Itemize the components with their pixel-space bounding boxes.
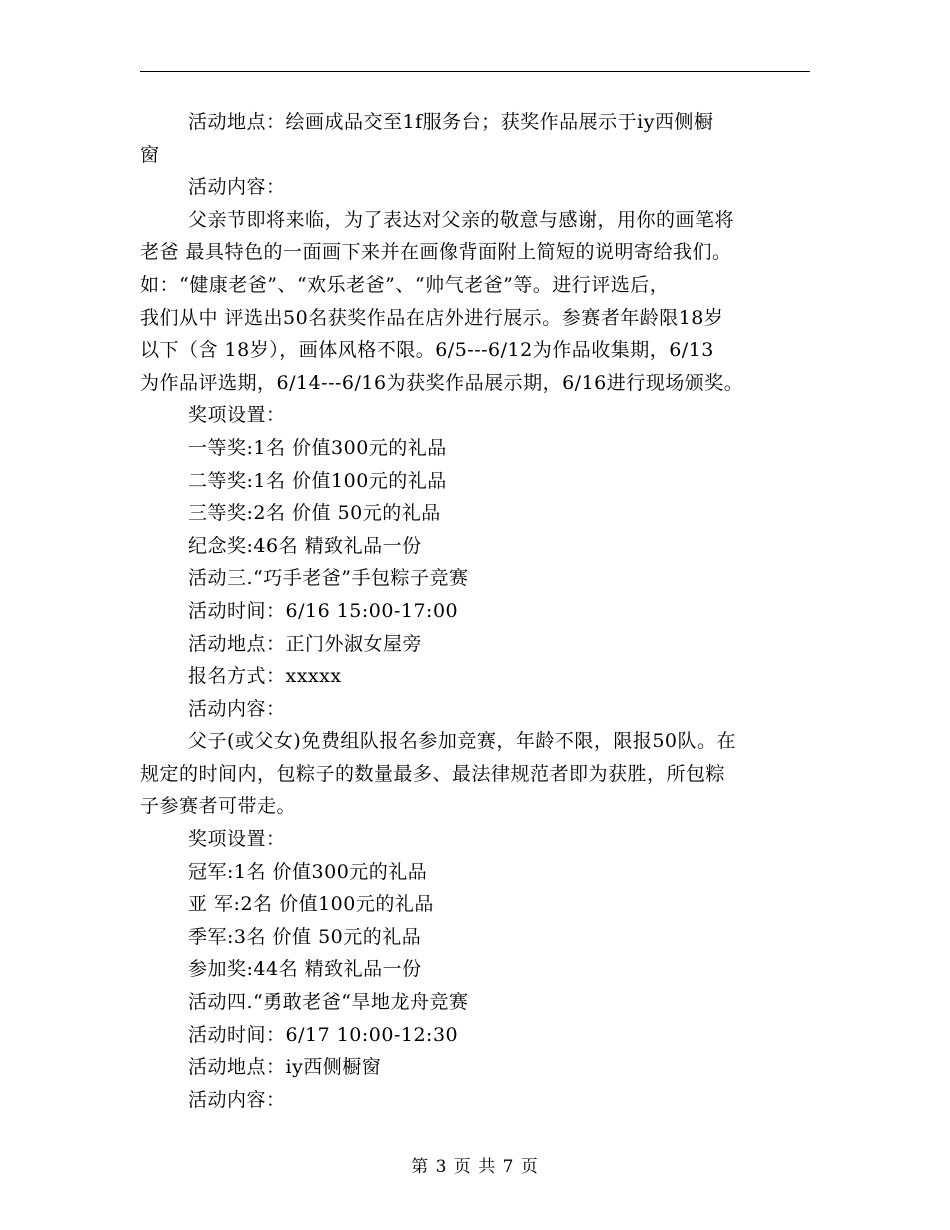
paragraph-line: 活动地点：iy西侧橱窗 [188, 1056, 382, 1079]
paragraph-line: 活动三.“巧手老爸”手包粽子竞赛 [188, 567, 469, 590]
paragraph-continuation-line: 为作品评选期，6/14---6/16为获奖作品展示期，6/16进行现场颁奖。 [140, 371, 744, 394]
paragraph-line: 父子(或父女)免费组队报名参加竞赛，年龄不限，限报50队。在 [188, 730, 737, 753]
paragraph-line: 三等奖:2名 价值 50元的礼品 [188, 502, 441, 525]
paragraph-line: 活动时间：6/16 15:00-17:00 [188, 599, 459, 622]
paragraph-line: 活动地点：正门外淑女屋旁 [188, 632, 423, 655]
paragraph-line: 二等奖:1名 价值100元的礼品 [188, 469, 447, 492]
paragraph-line: 一等奖:1名 价值300元的礼品 [188, 436, 447, 459]
paragraph-line: 活动地点：绘画成品交至1f服务台；获奖作品展示于iy西侧橱 [188, 111, 714, 133]
paragraph-line: 参加奖:44名 精致礼品一份 [188, 958, 422, 981]
paragraph-continuation-line: 规定的时间内，包粽子的数量最多、最法律规范者即为获胜，所包粽 [140, 762, 726, 785]
paragraph-continuation-line: 如：“健康老爸”、“欢乐老爸”、“帅气老爸”等。进行评选后， [140, 273, 670, 296]
paragraph-continuation-line: 以下（含 18岁），画体风格不限。6/5---6/12为作品收集期，6/13 [140, 339, 714, 362]
paragraph-continuation-line: 子参赛者可带走。 [140, 795, 297, 818]
paragraph-line: 报名方式：xxxxx [188, 665, 342, 688]
paragraph-line: 活动内容： [188, 176, 286, 199]
paragraph-continuation-line: 窗 [140, 143, 160, 166]
paragraph-line: 季军:3名 价值 50元的礼品 [188, 925, 422, 948]
paragraph-line: 奖项设置： [188, 828, 286, 851]
paragraph-line: 活动内容： [188, 1088, 286, 1111]
paragraph-line: 冠军:1名 价值300元的礼品 [188, 860, 428, 883]
paragraph-line: 活动内容： [188, 697, 286, 720]
document-body [140, 106, 810, 1116]
paragraph-line: 活动时间：6/17 10:00-12:30 [188, 1023, 459, 1046]
paragraph-continuation-line: 老爸 最具特色的一面画下来并在画像背面附上简短的说明寄给我们。 [140, 241, 732, 264]
paragraph-line: 父亲节即将来临，为了表达对父亲的敬意与感谢，用你的画笔将 [188, 208, 735, 231]
paragraph-line: 纪念奖:46名 精致礼品一份 [188, 534, 422, 557]
paragraph-line: 活动四.“勇敢老爸“旱地龙舟竞赛 [188, 991, 469, 1014]
header-rule [140, 71, 810, 72]
page-footer: 第 3 页 共 7 页 [411, 1157, 539, 1177]
paragraph-continuation-line: 我们从中 评选出50名获奖作品在店外进行展示。参赛者年龄限18岁 [140, 306, 724, 329]
paragraph-line: 奖项设置： [188, 404, 286, 427]
paragraph-line: 亚 军:2名 价值100元的礼品 [188, 893, 434, 916]
